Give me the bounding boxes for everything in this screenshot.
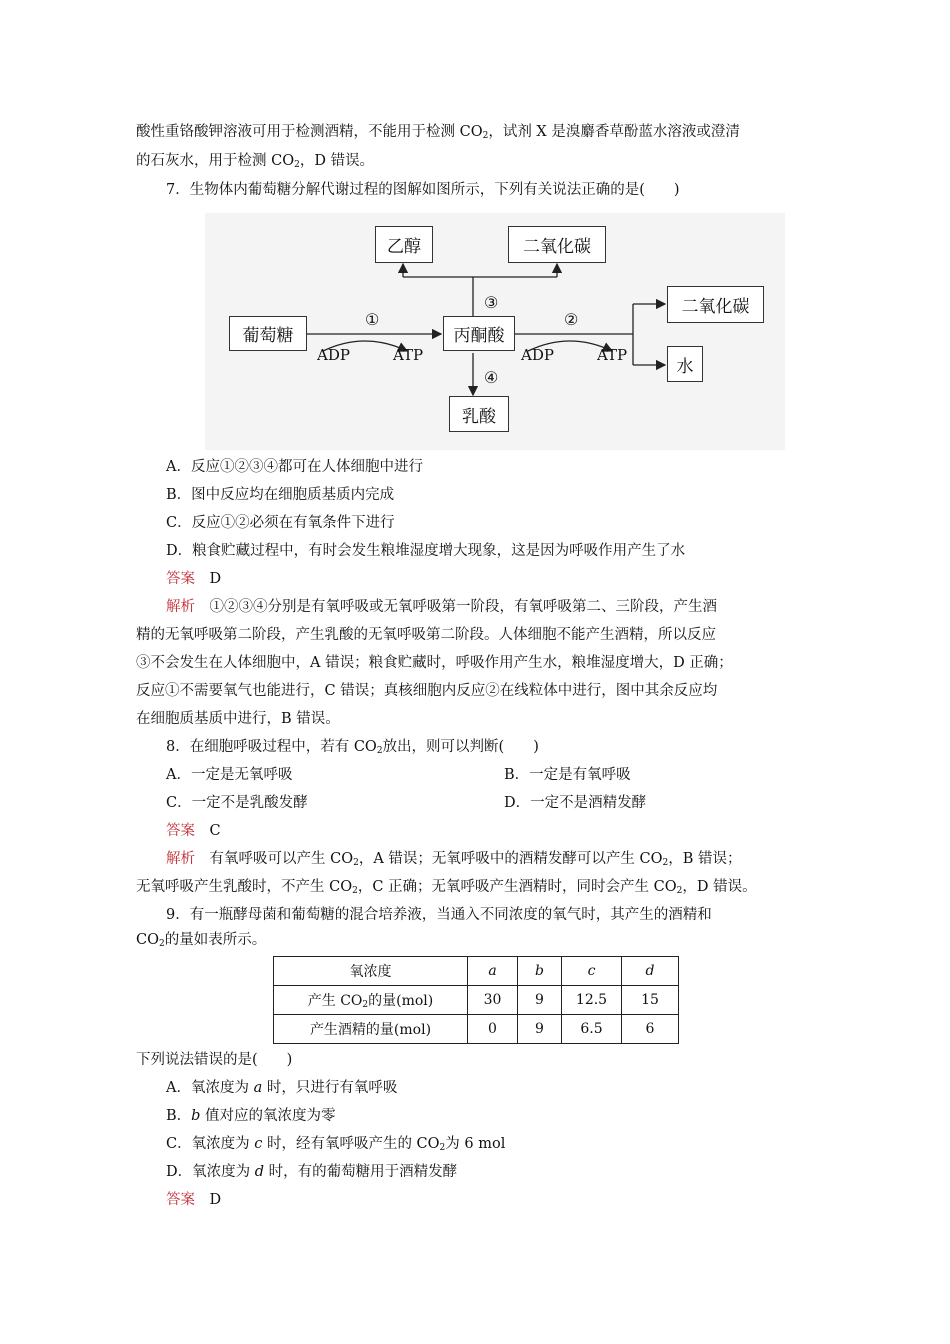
table-header-label: 氧浓度 xyxy=(274,957,468,986)
q9-option-c: C．氧浓度为 c 时，经有氧呼吸产生的 $CO_2$为 6 mol xyxy=(166,1136,506,1153)
co2-top-box: 二氧化碳 xyxy=(508,226,606,263)
atp-label-2: ATP xyxy=(597,346,628,364)
q7-option-b: B．图中反应均在细胞质基质内完成 xyxy=(166,487,395,503)
table-row1-label: 产生 $CO_2$的量(mol) xyxy=(274,986,468,1015)
q7-analysis-3: ③不会发生在人体细胞中，A 错误；粮食贮藏时，呼吸作用产生水，粮堆湿度增大，D 正确； xyxy=(136,655,733,671)
q9-option-b: B．b 值对应的氧浓度为零 xyxy=(166,1108,336,1124)
q7-analysis-4: 反应①不需要氧气也能进行，C 错误；真核细胞内反应②在线粒体中进行，图中其余反应均 xyxy=(136,683,718,699)
adp-label-1: ADP xyxy=(317,346,350,364)
glucose-metabolism-diagram xyxy=(205,213,785,450)
step4-label: ④ xyxy=(484,368,499,387)
co2-right-box: 二氧化碳 xyxy=(667,286,764,323)
q7-answer: 答案 D xyxy=(166,571,222,587)
intro-line-2: 的石灰水，用于检测 $CO_2$，D 错误。 xyxy=(136,153,375,170)
q9-stem-1: 9．有一瓶酵母菌和葡萄糖的混合培养液，当通入不同浓度的氧气时，其产生的酒精和 xyxy=(166,907,712,923)
step3-label: ③ xyxy=(484,293,499,312)
table-col-b: b xyxy=(518,957,562,986)
q7-option-a: A．反应①②③④都可在人体细胞中进行 xyxy=(166,459,423,475)
q7-option-c: C．反应①②必须在有氧条件下进行 xyxy=(166,515,395,531)
water-box: 水 xyxy=(667,346,703,382)
q8-option-b: B．一定是有氧呼吸 xyxy=(504,767,631,783)
table-cell: 9 xyxy=(518,1015,562,1044)
adp-label-2: ADP xyxy=(521,346,554,364)
table-cell: 30 xyxy=(468,986,518,1015)
oxygen-table xyxy=(273,956,679,1044)
table-cell: 9 xyxy=(518,986,562,1015)
atp-label-1: ATP xyxy=(393,346,424,364)
table-cell: 12.5 xyxy=(562,986,622,1015)
q8-analysis-1: 解析 有氧呼吸可以产生 $CO_2$，A 错误；无氧呼吸中的酒精发酵可以产生 $CO_2$，B 错误； xyxy=(166,851,742,868)
q9-answer: 答案 D xyxy=(166,1192,222,1208)
table-col-d: d xyxy=(622,957,679,986)
step1-label: ① xyxy=(365,310,380,329)
table-row xyxy=(274,1015,679,1044)
q9-stem-2: $CO_2$的量如表所示。 xyxy=(136,932,267,949)
table-cell: 15 xyxy=(622,986,679,1015)
q7-analysis-2: 精的无氧呼吸第二阶段，产生乳酸的无氧呼吸第二阶段。人体细胞不能产生酒精，所以反应 xyxy=(136,627,716,643)
q9-option-d: D．氧浓度为 d 时，有的葡萄糖用于酒精发酵 xyxy=(166,1164,458,1180)
q8-stem: 8．在细胞呼吸过程中，若有 $CO_2$放出，则可以判断( ) xyxy=(166,739,539,756)
q7-option-d: D．粮食贮藏过程中，有时会发生粮堆湿度增大现象，这是因为呼吸作用产生了水 xyxy=(166,543,686,559)
q8-answer: 答案 C xyxy=(166,823,221,839)
table-col-a: a xyxy=(468,957,518,986)
q9-question: 下列说法错误的是( ) xyxy=(136,1052,293,1068)
table-cell: 6 xyxy=(622,1015,679,1044)
table-cell: 6.5 xyxy=(562,1015,622,1044)
step2-label: ② xyxy=(564,310,579,329)
table-cell: 0 xyxy=(468,1015,518,1044)
table-col-c: c xyxy=(562,957,622,986)
table-row xyxy=(274,986,679,1015)
q8-option-a: A．一定是无氧呼吸 xyxy=(166,767,293,783)
q7-stem: 7．生物体内葡萄糖分解代谢过程的图解如图所示，下列有关说法正确的是( ) xyxy=(166,182,680,198)
q9-option-a: A．氧浓度为 a 时，只进行有氧呼吸 xyxy=(166,1080,398,1096)
pyruvate-box: 丙酮酸 xyxy=(443,316,515,351)
table-row2-label: 产生酒精的量(mol) xyxy=(274,1015,468,1044)
q8-option-d: D．一定不是酒精发酵 xyxy=(504,795,647,811)
table-row xyxy=(274,957,679,986)
q7-analysis-5: 在细胞质基质中进行，B 错误。 xyxy=(136,711,340,727)
lactic-acid-box: 乳酸 xyxy=(449,396,509,432)
glucose-box: 葡萄糖 xyxy=(229,316,307,351)
q8-option-c: C．一定不是乳酸发酵 xyxy=(166,795,308,811)
ethanol-box: 乙醇 xyxy=(375,226,433,263)
q8-analysis-2: 无氧呼吸产生乳酸时，不产生 $CO_2$，C 正确；无氧呼吸产生酒精时，同时会产生 $CO_2$，D 错误。 xyxy=(136,879,757,896)
intro-line-1: 酸性重铬酸钾溶液可用于检测酒精，不能用于检测 $CO_2$，试剂 X 是溴麝香草酚蓝水溶液或澄清 xyxy=(136,124,740,141)
q7-analysis-1: 解析 ①②③④分别是有氧呼吸或无氧呼吸第一阶段，有氧呼吸第二、三阶段，产生酒 xyxy=(166,599,717,615)
